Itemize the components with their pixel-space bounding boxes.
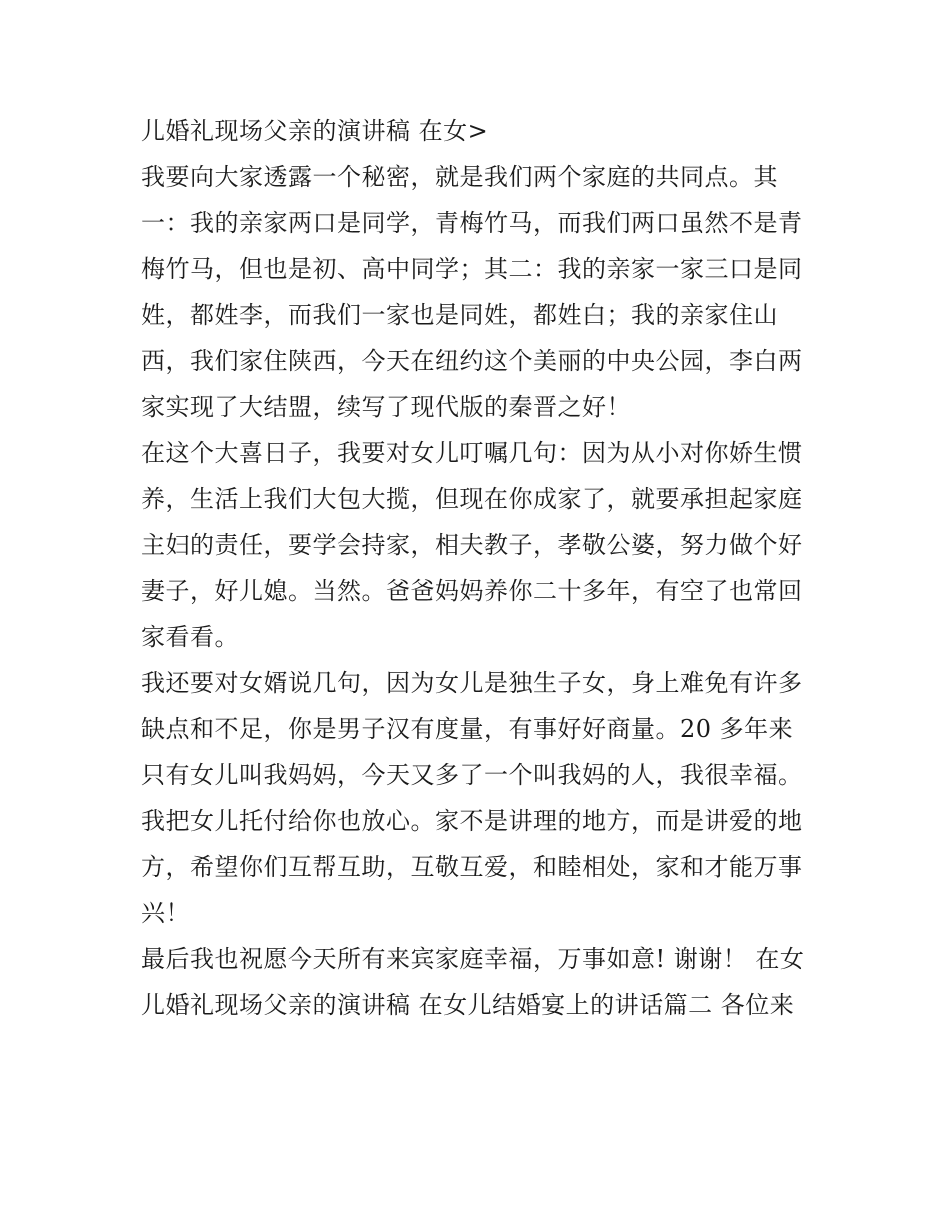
text-line: 西，我们家住陕西，今天在纽约这个美丽的中央公园，李白两 — [141, 347, 803, 375]
text-line: 主妇的责任，要学会持家，相夫教子，孝敬公婆，努力做个好 — [141, 531, 803, 559]
text-line: 家实现了大结盟，续写了现代版的秦晋之好！ — [141, 393, 631, 421]
text-line: 养，生活上我们大包大揽，但现在你成家了，就要承担起家庭 — [141, 485, 803, 513]
text-line: 儿婚礼现场父亲的演讲稿 在女儿结婚宴上的讲话篇二 各位来 — [141, 991, 795, 1019]
text-line: 家看看。 — [141, 623, 239, 651]
text-line: 最后我也祝愿今天所有来宾家庭幸福，万事如意! 谢谢！ 在女 — [141, 945, 805, 973]
text-line: 妻子，好儿媳。当然。爸爸妈妈养你二十多年，有空了也常回 — [141, 577, 803, 605]
text-line: 儿婚礼现场父亲的演讲稿 在女> — [141, 117, 489, 145]
text-line: 兴！ — [141, 899, 190, 927]
text-line: 只有女儿叫我妈妈，今天又多了一个叫我妈的人，我很幸福。 — [141, 761, 803, 789]
text-line: 我还要对女婿说几句，因为女儿是独生子女，身上难免有许多 — [141, 669, 803, 697]
text-line: 我要向大家透露一个秘密，就是我们两个家庭的共同点。其 — [141, 163, 778, 191]
text-line: 梅竹马，但也是初、高中同学；其二：我的亲家一家三口是同 — [141, 255, 803, 283]
text-line: 一：我的亲家两口是同学，青梅竹马，而我们两口虽然不是青 — [141, 209, 803, 237]
text-line: 姓，都姓李，而我们一家也是同姓，都姓白；我的亲家住山 — [141, 301, 778, 329]
text-line: 缺点和不足，你是男子汉有度量，有事好好商量。20 多年来 — [141, 715, 794, 743]
document-body — [141, 108, 821, 1028]
text-line: 方，希望你们互帮互助，互敬互爱，和睦相处，家和才能万事 — [141, 853, 803, 881]
text-line: 我把女儿托付给你也放心。家不是讲理的地方，而是讲爱的地 — [141, 807, 803, 835]
text-line: 在这个大喜日子，我要对女儿叮嘱几句：因为从小对你娇生惯 — [141, 439, 803, 467]
